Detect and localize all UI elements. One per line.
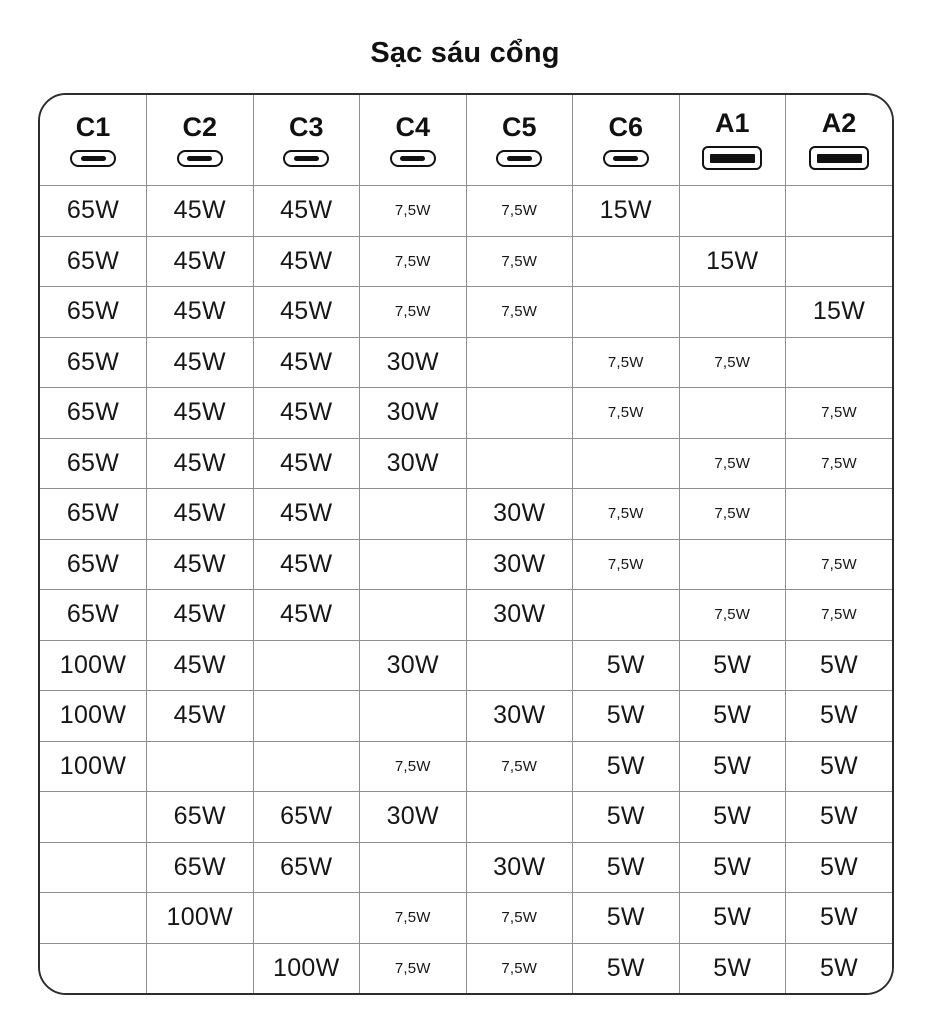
power-cell: 45W <box>253 287 360 338</box>
power-cell <box>40 943 147 993</box>
table-row <box>40 640 892 691</box>
power-cell: 30W <box>466 489 573 540</box>
power-cell <box>679 388 786 439</box>
port-pin-bar <box>613 156 638 161</box>
power-cell <box>466 640 573 691</box>
power-cell: 30W <box>466 691 573 742</box>
table-header <box>40 95 892 186</box>
power-cell: 5W <box>679 691 786 742</box>
power-cell: 65W <box>40 287 147 338</box>
power-cell: 65W <box>40 590 147 641</box>
power-cell <box>360 842 467 893</box>
power-cell: 5W <box>573 842 680 893</box>
power-cell: 45W <box>147 590 254 641</box>
power-cell <box>573 438 680 489</box>
power-cell: 5W <box>573 943 680 993</box>
power-cell: 100W <box>253 943 360 993</box>
table-row <box>40 842 892 893</box>
power-cell <box>466 438 573 489</box>
port-head <box>147 111 253 167</box>
power-cell: 5W <box>573 792 680 843</box>
table-row <box>40 691 892 742</box>
usb-c-icon <box>496 150 542 167</box>
power-cell: 5W <box>679 792 786 843</box>
power-cell: 7,5W <box>360 236 467 287</box>
power-cell <box>147 741 254 792</box>
power-cell <box>253 893 360 944</box>
port-pin-bar <box>187 156 212 161</box>
power-cell: 45W <box>147 438 254 489</box>
power-cell: 45W <box>147 388 254 439</box>
power-cell: 7,5W <box>466 893 573 944</box>
power-cell: 45W <box>253 388 360 439</box>
column-label: C5 <box>501 111 537 142</box>
power-cell: 7,5W <box>360 943 467 993</box>
power-cell: 7,5W <box>786 388 893 439</box>
column-label: C1 <box>75 111 111 142</box>
usb-c-icon <box>390 150 436 167</box>
power-cell: 45W <box>253 590 360 641</box>
power-cell <box>466 337 573 388</box>
power-cell: 30W <box>360 337 467 388</box>
power-cell: 65W <box>40 337 147 388</box>
power-cell: 7,5W <box>466 287 573 338</box>
header-row <box>40 95 892 186</box>
usb-c-icon <box>70 150 116 167</box>
power-cell: 65W <box>40 236 147 287</box>
column-label: A1 <box>714 108 750 138</box>
power-cell: 30W <box>360 438 467 489</box>
power-cell <box>573 287 680 338</box>
power-cell: 5W <box>786 691 893 742</box>
port-power-table <box>38 93 894 995</box>
column-label: A2 <box>821 108 857 138</box>
power-cell <box>40 792 147 843</box>
power-cell <box>786 337 893 388</box>
table-row <box>40 539 892 590</box>
power-cell: 30W <box>466 842 573 893</box>
power-cell <box>466 388 573 439</box>
power-cell: 7,5W <box>679 438 786 489</box>
column-header-c6 <box>573 95 680 186</box>
power-cell <box>147 943 254 993</box>
port-pin-bar <box>507 156 532 161</box>
power-cell: 45W <box>147 691 254 742</box>
table-body <box>40 186 892 994</box>
power-cell: 5W <box>786 943 893 993</box>
power-cell <box>253 741 360 792</box>
power-cell: 5W <box>786 640 893 691</box>
power-cell: 65W <box>40 438 147 489</box>
power-cell: 45W <box>147 489 254 540</box>
column-label: C6 <box>608 111 643 142</box>
port-head <box>40 111 146 167</box>
power-cell: 7,5W <box>466 236 573 287</box>
power-cell: 7,5W <box>786 590 893 641</box>
column-header-a2 <box>786 95 893 186</box>
power-cell: 65W <box>40 186 147 237</box>
power-cell: 45W <box>253 337 360 388</box>
table-row <box>40 186 892 237</box>
power-cell: 45W <box>253 186 360 237</box>
power-cell: 100W <box>40 691 147 742</box>
power-cell: 7,5W <box>573 489 680 540</box>
table-row <box>40 943 892 993</box>
power-cell <box>679 287 786 338</box>
power-cell <box>786 186 893 237</box>
power-cell: 5W <box>573 640 680 691</box>
port-head <box>360 111 466 167</box>
port-pin-bar <box>400 156 425 161</box>
power-cell: 15W <box>573 186 680 237</box>
port-head <box>467 111 573 167</box>
table-row <box>40 337 892 388</box>
power-cell: 7,5W <box>466 943 573 993</box>
table-row <box>40 388 892 439</box>
power-cell: 5W <box>786 893 893 944</box>
port-table <box>40 95 892 993</box>
column-header-c3 <box>253 95 360 186</box>
power-cell <box>360 590 467 641</box>
power-cell <box>786 236 893 287</box>
power-cell <box>786 489 893 540</box>
power-cell <box>573 590 680 641</box>
column-header-a1 <box>679 95 786 186</box>
power-cell <box>40 842 147 893</box>
power-cell: 45W <box>253 236 360 287</box>
power-cell: 30W <box>360 640 467 691</box>
power-cell: 7,5W <box>679 489 786 540</box>
power-cell: 5W <box>786 842 893 893</box>
table-row <box>40 590 892 641</box>
power-cell: 5W <box>573 893 680 944</box>
table-row <box>40 792 892 843</box>
power-cell: 45W <box>253 539 360 590</box>
column-header-c1 <box>40 95 147 186</box>
usb-a-icon <box>809 146 869 170</box>
power-cell: 65W <box>253 842 360 893</box>
column-header-c4 <box>360 95 467 186</box>
usb-a-icon <box>702 146 762 170</box>
power-cell: 5W <box>679 893 786 944</box>
power-cell: 45W <box>147 236 254 287</box>
power-cell: 65W <box>40 539 147 590</box>
power-cell: 5W <box>786 792 893 843</box>
power-cell: 7,5W <box>360 893 467 944</box>
table-row <box>40 741 892 792</box>
power-cell: 7,5W <box>573 539 680 590</box>
power-cell: 65W <box>147 842 254 893</box>
power-cell <box>253 691 360 742</box>
power-cell: 30W <box>360 792 467 843</box>
table-row <box>40 489 892 540</box>
port-pin-bar <box>294 156 319 161</box>
power-cell: 45W <box>147 337 254 388</box>
column-header-c2 <box>147 95 254 186</box>
port-head <box>573 111 679 167</box>
power-cell: 65W <box>147 792 254 843</box>
power-cell: 7,5W <box>360 287 467 338</box>
power-cell: 5W <box>679 741 786 792</box>
power-cell: 45W <box>147 186 254 237</box>
power-cell: 5W <box>679 943 786 993</box>
power-cell: 5W <box>679 640 786 691</box>
column-label: C3 <box>288 111 324 142</box>
power-cell: 5W <box>679 842 786 893</box>
usb-c-icon <box>603 150 649 167</box>
power-cell: 100W <box>40 741 147 792</box>
usb-c-icon <box>283 150 329 167</box>
power-cell: 45W <box>147 287 254 338</box>
power-cell: 5W <box>786 741 893 792</box>
power-cell: 100W <box>147 893 254 944</box>
power-cell: 65W <box>253 792 360 843</box>
power-cell: 7,5W <box>360 186 467 237</box>
power-cell: 100W <box>40 640 147 691</box>
port-pin-bar <box>81 156 106 161</box>
power-cell: 45W <box>253 438 360 489</box>
power-cell: 7,5W <box>679 590 786 641</box>
power-cell: 45W <box>253 489 360 540</box>
power-cell: 45W <box>147 640 254 691</box>
power-cell: 7,5W <box>466 741 573 792</box>
port-head <box>254 111 360 167</box>
power-cell: 7,5W <box>466 186 573 237</box>
power-cell <box>40 893 147 944</box>
power-cell: 7,5W <box>360 741 467 792</box>
usb-c-icon <box>177 150 223 167</box>
power-cell: 30W <box>360 388 467 439</box>
power-cell: 30W <box>466 590 573 641</box>
column-label: C4 <box>395 111 430 142</box>
power-cell: 7,5W <box>573 337 680 388</box>
power-cell: 7,5W <box>786 438 893 489</box>
port-pin-bar <box>817 154 862 163</box>
power-cell: 7,5W <box>679 337 786 388</box>
power-cell: 65W <box>40 388 147 439</box>
power-cell: 7,5W <box>573 388 680 439</box>
port-pin-bar <box>710 154 755 163</box>
power-cell <box>573 236 680 287</box>
page-title: Sạc sáu cổng <box>370 37 560 69</box>
power-cell <box>466 792 573 843</box>
power-cell: 15W <box>786 287 893 338</box>
power-cell: 30W <box>466 539 573 590</box>
table-row <box>40 893 892 944</box>
power-cell <box>360 489 467 540</box>
power-cell <box>679 186 786 237</box>
column-label: C2 <box>182 111 217 142</box>
port-head <box>786 110 892 170</box>
power-cell <box>360 539 467 590</box>
power-cell: 65W <box>40 489 147 540</box>
column-header-c5 <box>466 95 573 186</box>
table-row <box>40 438 892 489</box>
power-cell: 5W <box>573 691 680 742</box>
table-row <box>40 236 892 287</box>
power-cell: 5W <box>573 741 680 792</box>
port-head <box>680 110 786 170</box>
power-cell <box>679 539 786 590</box>
power-cell: 45W <box>147 539 254 590</box>
power-cell <box>253 640 360 691</box>
power-cell <box>360 691 467 742</box>
power-cell: 15W <box>679 236 786 287</box>
power-cell: 7,5W <box>786 539 893 590</box>
table-row <box>40 287 892 338</box>
